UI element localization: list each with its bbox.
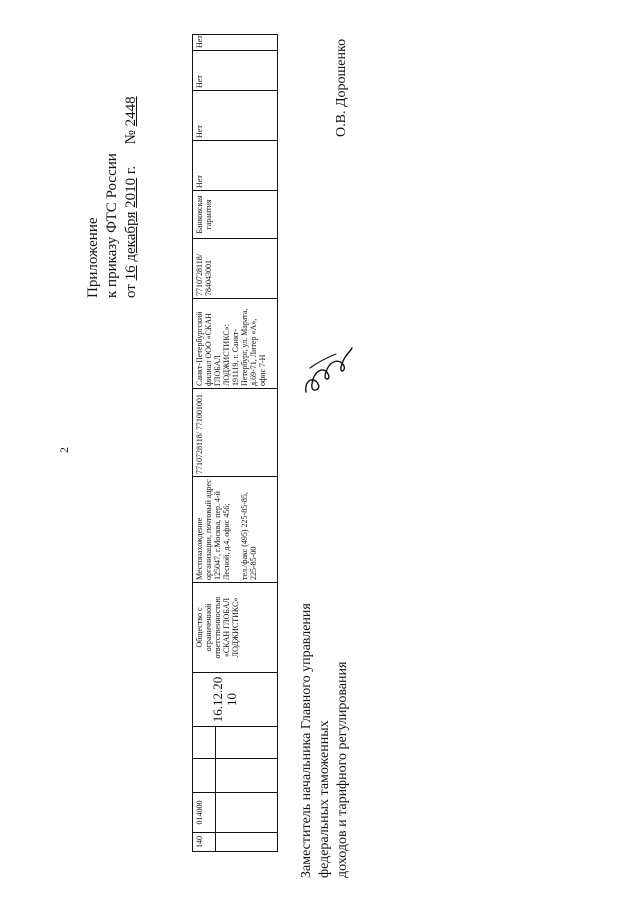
col-branch-inn [193, 239, 277, 299]
branch-inn-kpp: 7710728118/ 784043001 [195, 254, 213, 296]
col-net-2 [193, 91, 277, 141]
col-row-no [193, 833, 277, 851]
registration-date: 16.12.2010 [210, 676, 239, 723]
address-block [195, 479, 258, 580]
appendix-year-suffix: г. [123, 165, 139, 175]
row-number: 140 [195, 836, 204, 848]
col-net-4 [193, 33, 277, 51]
handwritten-signature [300, 340, 356, 400]
appendix-year: 2010 [123, 177, 139, 208]
address-text: 125047, г.Москва, пер. 4-й Лесной, д.4, офис 456; [213, 491, 231, 580]
signatory-block [298, 538, 358, 878]
phone-text: тел./факс (495) 225-85-85, 225-85-00 [240, 492, 258, 580]
col-net-1 [193, 141, 277, 191]
col-code [193, 793, 277, 833]
organization-name: Общество с ограниченной ответственностью «СКАН ГЛОБАЛ ЛОДЖИСТИКС» [195, 596, 240, 659]
col-address [193, 477, 277, 583]
signatory-title-line3: доходов и тарифного регулирования [335, 661, 350, 878]
col-branch [193, 299, 277, 389]
page-number: 2 [57, 447, 71, 453]
guarantee-type: Банковская гарантия [195, 195, 213, 234]
signatory-title-line1: Заместитель начальника Главного управления [299, 603, 314, 878]
col-net-3 [193, 51, 277, 91]
number-sign: № [123, 130, 139, 145]
col-empty-2 [193, 727, 277, 759]
col-org-name [193, 583, 277, 673]
appendix-header [84, 38, 148, 298]
signatory-title-line2: федеральных таможенных [317, 720, 332, 878]
col-inn [193, 389, 277, 477]
signatory-name: О.В. Дорошенко [334, 38, 349, 137]
from-word: от [123, 284, 139, 298]
inn-kpp: 7710728118/ 771001001 [195, 394, 204, 474]
appendix-number: 2448 [123, 96, 139, 127]
net-1: Нет [195, 175, 204, 188]
appendix-title: Приложение [85, 217, 101, 298]
net-4: Нет [195, 35, 204, 48]
appendix-month: декабря [123, 211, 139, 262]
net-2: Нет [195, 125, 204, 138]
appendix-order: к приказу ФТС России [104, 153, 120, 298]
customs-code: 014000 [195, 800, 204, 825]
col-date [193, 673, 277, 727]
col-empty-1 [193, 759, 277, 793]
branch-address: Санкт-Петербургский филиал ООО «СКАН ГЛОБАЛ ЛОДЖИСТИКС»: 191119, г. Санкт-Петербург, ул. Марата, д.69-71, Литер «А», офис 7-Н [195, 308, 267, 386]
net-3: Нет [195, 75, 204, 88]
appendix-date-line [122, 38, 141, 298]
registry-table [192, 34, 278, 852]
col-guarantee [193, 191, 277, 239]
address-header: Местонахождение организации, почтовый адрес [195, 479, 213, 580]
appendix-day: 16 [123, 265, 139, 281]
